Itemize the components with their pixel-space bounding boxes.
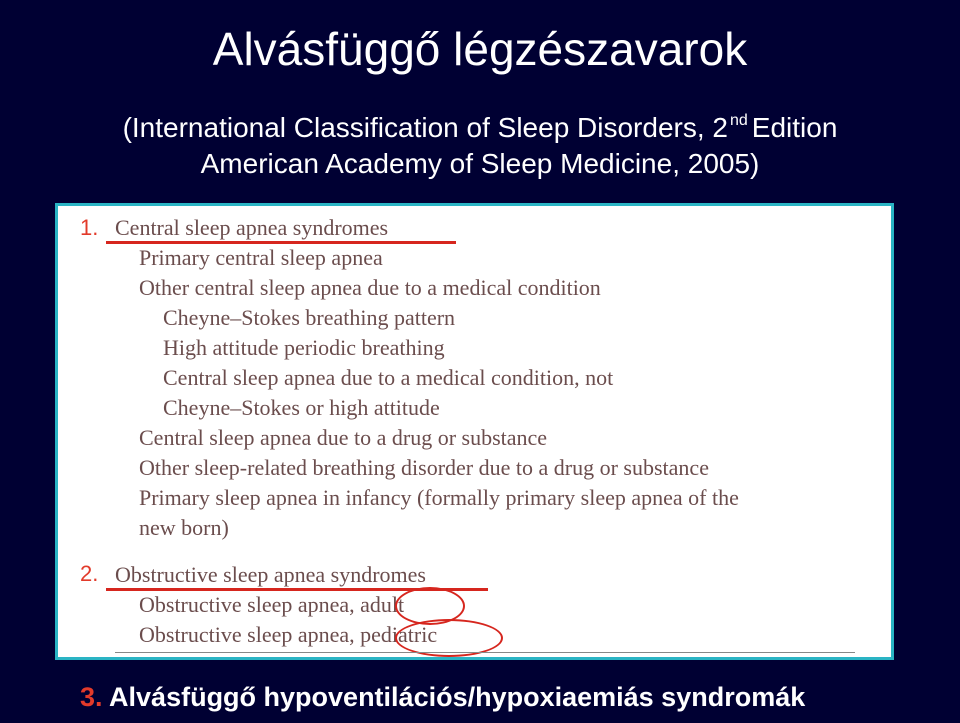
list-item: Other central sleep apnea due to a medical condition [139,275,601,300]
group-2-number: 2. [80,561,99,586]
subtitle-line-1-main: (International Classification of Sleep Disorders, 2 [122,112,728,143]
list-item: Central sleep apnea due to a drug or substance [139,425,548,450]
list-item: Cheyne–Stokes or high attitude [163,395,440,420]
list-item: Primary sleep apnea in infancy (formally primary sleep apnea of the [139,485,739,510]
bottom-divider [115,652,855,653]
list-item: Obstructive sleep apnea, pediatric [139,622,438,647]
subtitle-line-1-end: Edition [751,112,838,143]
list-item: Obstructive sleep apnea, adult [139,592,405,617]
group-1-heading: Central sleep apnea syndromes [115,215,389,240]
list-item: Other sleep-related breathing disorder due to a drug or substance [139,455,709,480]
list-item: High attitude periodic breathing [163,335,445,360]
classification-panel [55,203,894,660]
subtitle-line-2: American Academy of Sleep Medicine, 2005) [200,148,760,179]
subtitle-line-1 [0,103,960,146]
list-item: Primary central sleep apnea [139,245,383,270]
footer-number: 3. [80,682,103,712]
list-item: Central sleep apnea due to a medical condition, not [163,365,614,390]
group-1-number: 1. [80,215,99,240]
group-2-heading: Obstructive sleep apnea syndromes [115,562,426,587]
slide-title: Alvásfüggő légzészavarok [212,23,748,75]
list-item: Cheyne–Stokes breathing pattern [163,305,456,330]
subtitle-superscript: nd [729,112,748,129]
list-item: new born) [139,515,229,540]
group-1-heading-underline [106,241,456,244]
footer-text: Alvásfüggő hypoventilációs/hypoxiaemiás syndromák [109,682,806,712]
footer-line [80,680,805,714]
